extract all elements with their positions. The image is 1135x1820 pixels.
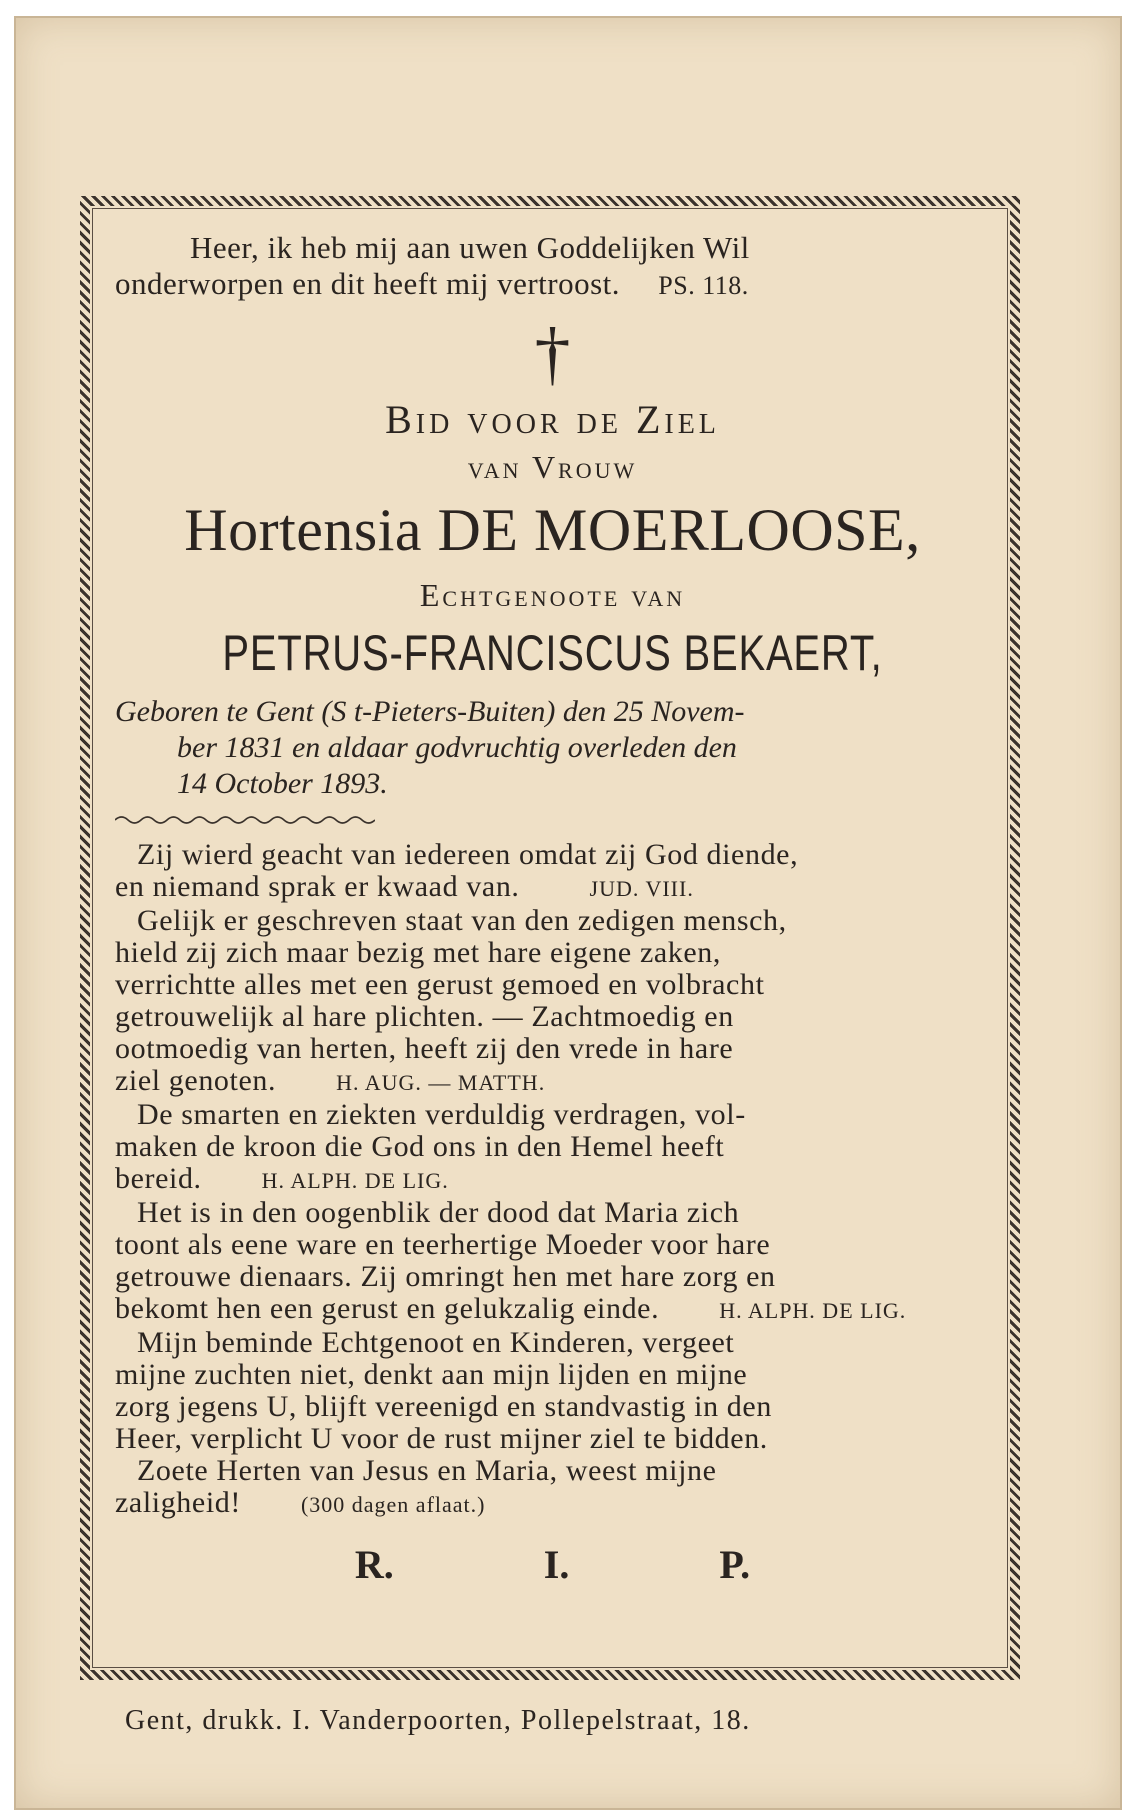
meditation-paragraph	[115, 839, 990, 905]
rip-p: P.	[719, 1542, 751, 1587]
birth-line-2: ber 1831 en aldaar godvruchtig overleden den	[177, 731, 737, 764]
paragraph-line-text: maken de kroon die God ons in den Hemel heeft	[115, 1130, 725, 1163]
paragraph-line	[115, 1455, 990, 1487]
scripture-source: H. AUG. — MATTH.	[336, 1070, 546, 1095]
paragraph-line	[115, 1197, 990, 1229]
paragraph-line-text: mijne zuchten niet, denkt aan mijn lijden en mijne	[115, 1358, 748, 1391]
paragraph-line	[115, 1391, 990, 1423]
paragraph-line-text: en niemand sprak er kwaad van.	[115, 870, 520, 903]
verse-line-2	[115, 266, 990, 304]
paragraph-line-text: zorg jegens U, blijft vereenigd en standvastig in den	[115, 1390, 772, 1423]
heading-prayer: Bid voor de Ziel	[385, 397, 720, 442]
meditation-text	[115, 839, 990, 1521]
meditation-paragraph	[115, 1327, 990, 1455]
paragraph-line	[115, 1001, 990, 1033]
printer-imprint: Gent, drukk. I. Vanderpoorten, Pollepelstraat, 18.	[125, 1705, 751, 1736]
card-content	[115, 230, 990, 1588]
meditation-paragraph	[115, 1197, 990, 1327]
paragraph-line-text: Zij wierd geacht van iedereen omdat zij God diende,	[137, 838, 799, 871]
paragraph-line	[115, 1099, 990, 1131]
paragraph-line-text: Het is in den oogenblik der dood dat Maria zich	[137, 1196, 740, 1229]
paragraph-line-text: Heer, verplicht U voor de rust mijner ziel te bidden.	[115, 1422, 768, 1455]
paragraph-line-text: bereid.	[115, 1162, 202, 1195]
paragraph-line-text: ootmoedig van herten, heeft zij den vrede in hare	[115, 1032, 734, 1065]
paragraph-line	[115, 839, 990, 871]
paragraph-line-text: Zoete Herten van Jesus en Maria, weest mijne	[137, 1454, 717, 1487]
paragraph-line	[115, 937, 990, 969]
paragraph-line	[115, 1327, 990, 1359]
paragraph-line	[115, 1229, 990, 1261]
paragraph-line-text: De smarten en ziekten verduldig verdragen, vol-	[137, 1098, 746, 1131]
scripture-source: (300 dagen aflaat.)	[300, 1492, 486, 1517]
paragraph-line-text: getrouwe dienaars. Zij omringt hen met hare zorg en	[115, 1260, 776, 1293]
verse-line-1: Heer, ik heb mij aan uwen Goddelijken Wil	[190, 230, 750, 265]
paragraph-line	[115, 1131, 990, 1163]
paragraph-line	[115, 1261, 990, 1293]
paragraph-line	[115, 1423, 990, 1455]
cross-icon: †	[534, 313, 571, 393]
paragraph-line-text: toont als eene ware en teerhertige Moeder voor hare	[115, 1228, 771, 1261]
meditation-paragraph	[115, 1099, 990, 1197]
paragraph-line	[115, 1359, 990, 1391]
verse-line-2-text: onderworpen en dit heeft mij vertroost.	[115, 266, 621, 301]
heading-title: van Vrouw	[467, 449, 638, 485]
paragraph-line-text: getrouwelijk al hare plichten. — Zachtmoedig en	[115, 1000, 734, 1033]
paragraph-line-text: zaligheid!	[115, 1486, 241, 1519]
paragraph-line-text: Mijn beminde Echtgenoot en Kinderen, vergeet	[137, 1326, 735, 1359]
paragraph-line	[115, 969, 990, 1001]
paragraph-line-text: hield zij zich maar bezig met hare eigene zaken,	[115, 936, 721, 969]
paragraph-line	[115, 1065, 990, 1099]
birth-death-text	[115, 694, 990, 802]
rip-r: R.	[354, 1542, 394, 1587]
paragraph-line-text: ziel genoten.	[115, 1064, 277, 1097]
scripture-source: H. ALPH. DE LIG.	[719, 1298, 907, 1323]
scripture-source: H. ALPH. DE LIG.	[261, 1168, 449, 1193]
spouse-intro: Echtgenoote van	[419, 577, 686, 613]
paragraph-line	[115, 1293, 990, 1327]
spouse-name: PETRUS-FRANCISCUS BEKAERT,	[222, 625, 883, 681]
scripture-source: JUD. VIII.	[589, 876, 694, 901]
paragraph-line	[115, 1033, 990, 1065]
birth-line-1: Geboren te Gent (S t-Pieters-Buiten) den 25 Novem-	[115, 695, 745, 728]
rip-initials	[115, 1541, 990, 1588]
deceased-name: Hortensia DE MOERLOOSE,	[184, 497, 921, 563]
birth-line-3: 14 October 1893.	[177, 767, 388, 800]
meditation-paragraph	[115, 905, 990, 1099]
opening-verse	[115, 230, 990, 304]
wavy-divider	[115, 814, 375, 826]
paragraph-line	[115, 905, 990, 937]
paragraph-line-text: Gelijk er geschreven staat van den zedigen mensch,	[137, 904, 787, 937]
meditation-paragraph	[115, 1455, 990, 1521]
paragraph-line	[115, 871, 990, 905]
verse-reference: PS. 118.	[658, 271, 749, 300]
paragraph-line-text: bekomt hen een gerust en gelukzalig einde.	[115, 1292, 660, 1325]
paragraph-line	[115, 1163, 990, 1197]
rip-i: I.	[543, 1542, 570, 1587]
paragraph-line	[115, 1487, 990, 1521]
paragraph-line-text: verrichtte alles met een gerust gemoed en volbracht	[115, 968, 765, 1001]
